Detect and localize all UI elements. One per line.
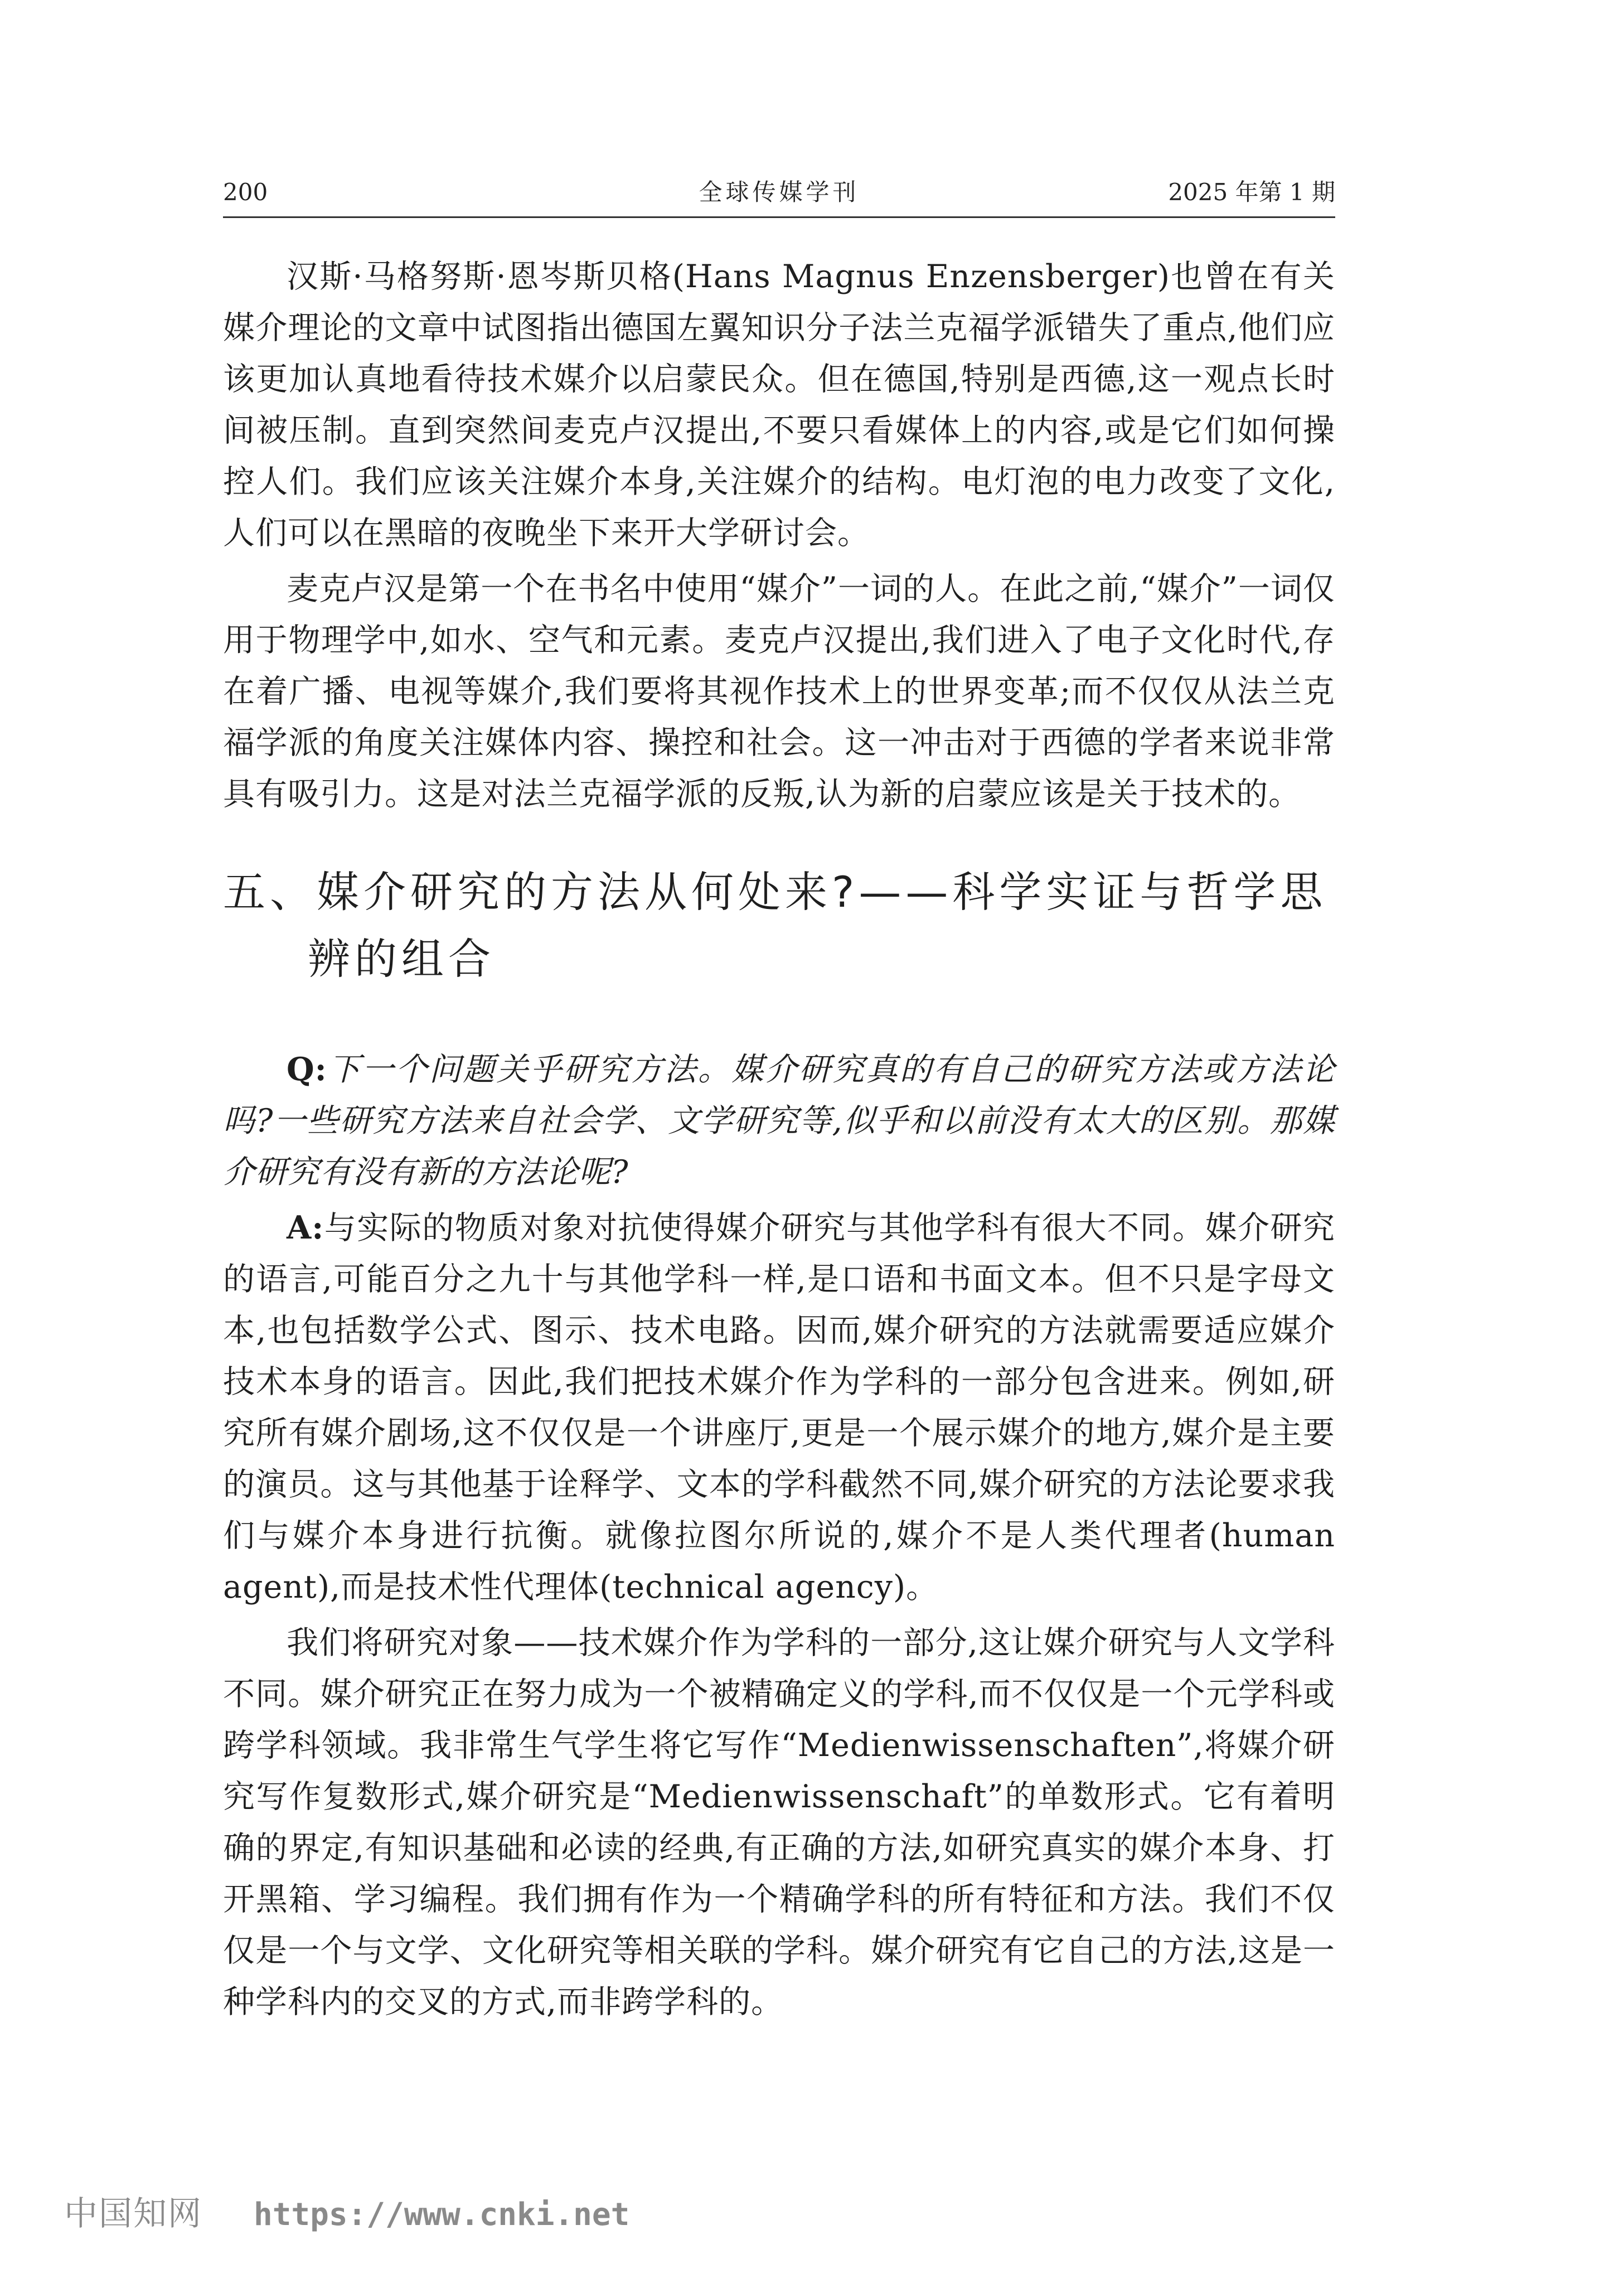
question-label: Q: (287, 1051, 327, 1088)
question-text: 下一个问题关乎研究方法。媒介研究真的有自己的研究方法或方法论吗?一些研究方法来自社会学、文学研究等,似乎和以前没有太大的区别。那媒介研究有没有新的方法论呢? (223, 1051, 1335, 1191)
page-number: 200 (223, 178, 268, 206)
watermark-footer (64, 2192, 629, 2236)
running-header (223, 173, 1335, 212)
answer-paragraph (223, 1202, 1335, 1613)
cnki-brand: 中国知网 (64, 2194, 202, 2233)
paragraph-enzensberger: 汉斯·马格努斯·恩岑斯贝格(Hans Magnus Enzensberger)也曾在有关媒介理论的文章中试图指出德国左翼知识分子法兰克福学派错失了重点,他们应该更加认真地看待技术媒介以启蒙民众。但在德国,特别是西德,这一观点长时间被压制。直到突然间麦克卢汉提出,不要只看媒体上的内容,或是它们如何操控人们。我们应该关注媒介本身,关注媒介的结构。电灯泡的电力改变了文化,人们可以在黑暗的夜晚坐下来开大学研讨会。 (223, 258, 1335, 552)
issue-label: 2025 年第 1 期 (1168, 178, 1335, 206)
cnki-url[interactable]: https://www.cnki.net (254, 2197, 630, 2233)
question-paragraph (223, 1044, 1335, 1198)
section-heading: 五、媒介研究的方法从何处来?——科学实证与哲学思辨的组合 (223, 867, 1327, 984)
journal-title: 全球传媒学刊 (699, 178, 860, 206)
paragraph-discipline: 我们将研究对象——技术媒介作为学科的一部分,这让媒介研究与人文学科不同。媒介研究正在努力成为一个被精确定义的学科,而不仅仅是一个元学科或跨学科领域。我非常生气学生将它写作“Medienwissenschaften”,将媒介研究写作复数形式,媒介研究是“Medienwissenschaft”的单数形式。它有着明确的界定,有知识基础和必读的经典,有正确的方法,如研究真实的媒介本身、打开黑箱、学习编程。我们拥有作为一个精确学科的所有特征和方法。我们不仅仅是一个与文学、文化研究等相关联的学科。媒介研究有它自己的方法,这是一种学科内的交叉的方式,而非跨学科的。 (223, 1624, 1335, 2020)
article-body (223, 251, 1335, 2028)
paragraph-mcluhan: 麦克卢汉是第一个在书名中使用“媒介”一词的人。在此之前,“媒介”一词仅用于物理学中,如水、空气和元素。麦克卢汉提出,我们进入了电子文化时代,存在着广播、电视等媒介,我们要将其视作技术上的世界变革;而不仅仅从法兰克福学派的角度关注媒体内容、操控和社会。这一冲击对于西德的学者来说非常具有吸引力。这是对法兰克福学派的反叛,认为新的启蒙应该是关于技术的。 (223, 570, 1335, 812)
answer-text: 与实际的物质对象对抗使得媒介研究与其他学科有很大不同。媒介研究的语言,可能百分之九十与其他学科一样,是口语和书面文本。但不只是字母文本,也包括数学公式、图示、技术电路。因而,媒介研究的方法就需要适应媒介技术本身的语言。因此,我们把技术媒介作为学科的一部分包含进来。例如,研究所有媒介剧场,这不仅仅是一个讲座厅,更是一个展示媒介的地方,媒介是主要的演员。这与其他基于诠释学、文本的学科截然不同,媒介研究的方法论要求我们与媒介本身进行抗衡。就像拉图尔所说的,媒介不是人类代理者(human agent),而是技术性代理体(technical agency)。 (223, 1210, 1335, 1605)
answer-label: A: (287, 1209, 324, 1246)
header-rule (223, 216, 1335, 218)
